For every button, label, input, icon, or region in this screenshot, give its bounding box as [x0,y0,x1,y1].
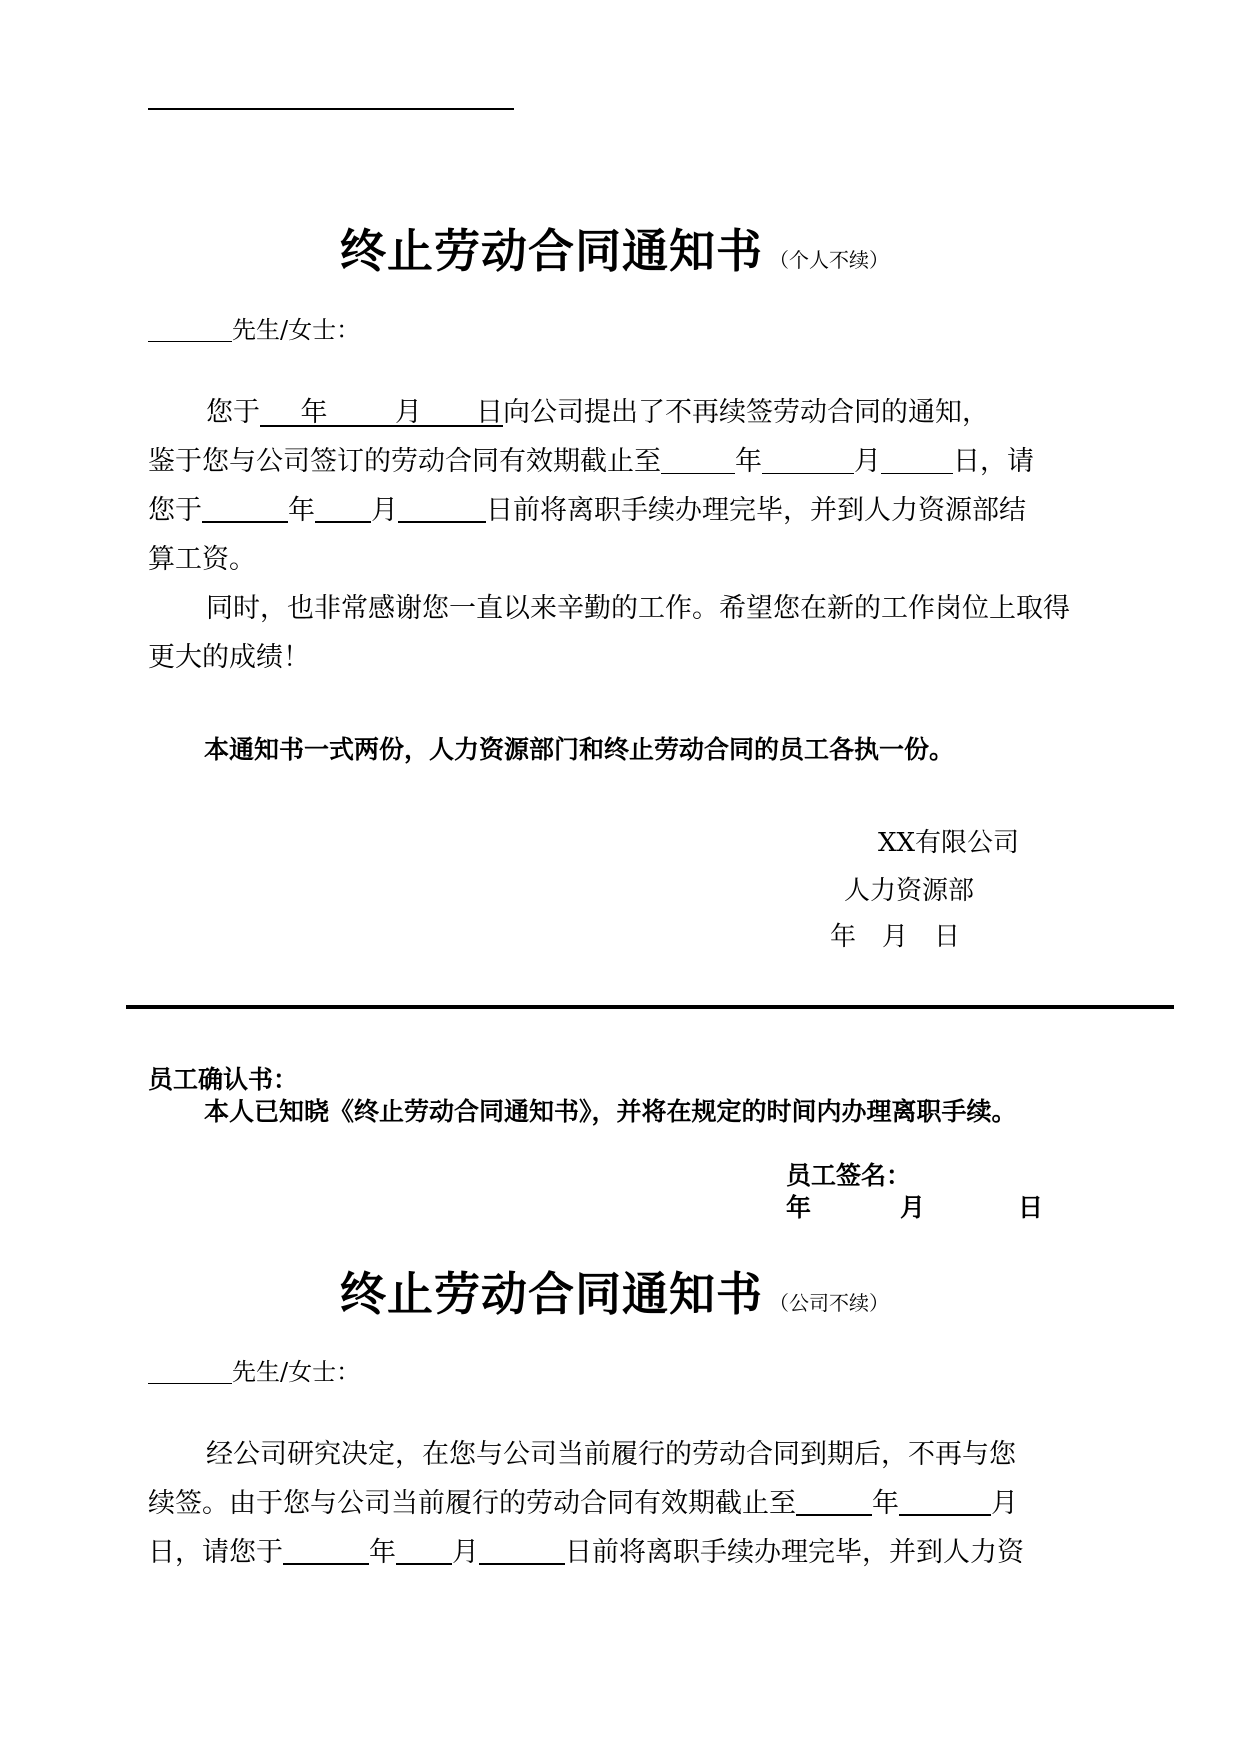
blank-month[interactable] [899,1487,991,1516]
notice1-body-line1: 您于 年 月 日向公司提出了不再续签劳动合同的通知， [206,397,989,428]
notice1-thanks: 同时，也非常感谢您一直以来辛勤的工作。希望您在新的工作岗位上取得更大的成绩！ [148,593,1070,673]
salutation-text: 先生/女士： [232,1358,361,1386]
blank-year[interactable] [283,1536,369,1565]
blank-month[interactable] [762,446,854,474]
notice2-title [340,1258,889,1324]
notice1-subtitle: （个人不续） [769,248,889,272]
notice1-body-line3: 您于 年 月 日前将离职手续办理完毕，并到人力资源部结 [148,495,1026,526]
notice1-body-line4: 算工资。 [148,544,256,575]
confirmation-heading: 员工确认书： [148,1065,299,1094]
department-name: 人力资源部 [844,876,975,906]
confirmation-month: 月 [900,1193,926,1222]
confirmation-text: 本人已知晓《终止劳动合同通知书》，并将在规定的时间内办理离职手续。 [204,1097,1017,1126]
salutation-text: 先生/女士： [232,316,361,344]
notice1-title-text: 终止劳动合同通知书 [340,224,763,278]
notice2-body-line3: 日，请您于 年 月 日前将离职手续办理完毕，并到人力资 [148,1537,1024,1568]
blank-day[interactable] [398,494,486,523]
blank-day[interactable] [479,1536,565,1565]
top-rule [148,108,514,110]
name-blank[interactable] [148,317,232,342]
confirmation-year: 年 [786,1193,812,1222]
confirmation-day: 日 [1018,1193,1044,1222]
notice2-body-line2: 续签。由于您与公司当前履行的劳动合同有效期截止至 年 月 [148,1488,1018,1519]
notice1-date-blank-1[interactable]: 年 月 日 [300,397,503,428]
notice1-copies-note: 本通知书一式两份，人力资源部门和终止劳动合同的员工各执一份。 [204,735,955,764]
notice2-salutation [148,1352,360,1387]
notice1-salutation [148,310,360,345]
notice1-body [148,388,1088,682]
name-blank[interactable] [148,1359,232,1384]
notice1-title [340,215,889,281]
notice2-subtitle: （公司不续） [769,1291,889,1315]
notice2-body [148,1430,1088,1577]
notice2-title-text: 终止劳动合同通知书 [340,1267,763,1321]
notice2-body-line1: 经公司研究决定，在您与公司当前履行的劳动合同到期后，不再与您 [206,1439,1016,1470]
notice1-body-line2: 鉴于您与公司签订的劳动合同有效期截止至 年 月 日，请 [148,446,1034,477]
notice1-date: 年 月 日 [830,922,961,952]
section-divider [126,1005,1174,1009]
blank-month[interactable] [315,494,371,523]
blank-day[interactable] [881,446,953,474]
blank-month[interactable] [396,1536,452,1565]
company-name: XX有限公司 [878,828,1020,858]
blank-year[interactable] [796,1487,872,1516]
signature-label: 员工签名： [786,1161,912,1190]
blank-year[interactable] [202,494,288,523]
blank-year[interactable] [661,446,735,474]
employee-confirmation [148,1064,1088,1128]
